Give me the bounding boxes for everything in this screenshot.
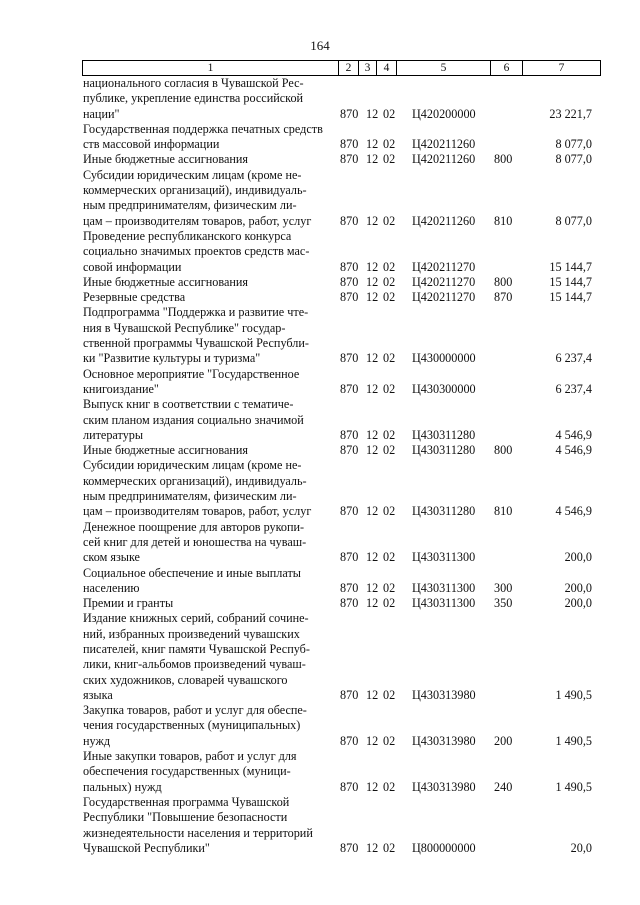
row-name-line: цам – производителям товаров, работ, услуг — [83, 504, 312, 519]
cell-podrazdel: 02 — [383, 381, 396, 396]
table-row — [0, 458, 640, 519]
cell-podrazdel: 02 — [383, 580, 396, 595]
row-name-line: ний, избранных произведений чувашских — [83, 626, 300, 641]
cell-target-article: Ц430311300 — [412, 550, 476, 565]
cell-target-article: Ц420200000 — [412, 106, 476, 121]
row-name-line: коммерческих организаций), индивидуаль- — [83, 473, 307, 488]
cell-expense-type: 300 — [494, 580, 513, 595]
row-name-line: Издание книжных серий, собраний сочине- — [83, 611, 309, 626]
cell-glav: 870 — [340, 596, 359, 611]
row-name-line: нужд — [83, 733, 111, 748]
cell-amount: 4 546,9 — [555, 443, 592, 458]
row-name-line: ки "Развитие культуры и туризма" — [83, 351, 261, 366]
row-name-line: национального согласия в Чувашской Рес- — [83, 76, 304, 90]
table-row — [0, 152, 640, 167]
cell-amount: 4 546,9 — [555, 504, 592, 519]
row-name-line: ным предпринимателям, физическим ли- — [83, 489, 297, 504]
table-header — [82, 60, 601, 76]
row-name-line: жизнедеятельности населения и территорий — [83, 825, 313, 840]
table-row — [0, 596, 640, 611]
row-name-line: Государственная программа Чувашской — [83, 794, 290, 809]
table-row — [0, 367, 640, 398]
cell-glav: 870 — [340, 443, 359, 458]
row-name-line: Иные бюджетные ассигнования — [83, 443, 249, 458]
row-values — [0, 290, 640, 305]
header-col-2: 2 — [338, 61, 358, 75]
row-name-line: Иные бюджетные ассигнования — [83, 152, 249, 167]
cell-glav: 870 — [340, 381, 359, 396]
cell-glav: 870 — [340, 152, 359, 167]
cell-expense-type: 800 — [494, 152, 513, 167]
cell-razdel: 12 — [366, 213, 379, 228]
cell-glav: 870 — [340, 213, 359, 228]
row-name-line: ственной программы Чувашской Республи- — [83, 336, 309, 351]
cell-razdel: 12 — [366, 274, 379, 289]
row-name-line: коммерческих организаций), индивидуаль- — [83, 183, 307, 198]
cell-target-article: Ц430311300 — [412, 596, 476, 611]
cell-target-article: Ц430311280 — [412, 427, 476, 442]
cell-expense-type: 870 — [494, 290, 513, 305]
row-name-line: сей книг для детей и юношества на чуваш- — [83, 534, 307, 549]
cell-razdel: 12 — [366, 840, 379, 855]
row-name-line: ным предпринимателям, физическим ли- — [83, 198, 297, 213]
cell-podrazdel: 02 — [383, 274, 396, 289]
cell-glav: 870 — [340, 733, 359, 748]
row-name-line: языка — [83, 687, 113, 702]
cell-razdel: 12 — [366, 443, 379, 458]
row-name-line: ских художников, словарей чувашского — [83, 672, 288, 687]
cell-target-article: Ц430313980 — [412, 733, 476, 748]
cell-podrazdel: 02 — [383, 779, 396, 794]
cell-podrazdel: 02 — [383, 152, 396, 167]
cell-glav: 870 — [340, 779, 359, 794]
cell-podrazdel: 02 — [383, 106, 396, 121]
row-name-line: ств массовой информации — [83, 137, 220, 152]
row-name-line: обеспечения государственных (муници- — [83, 764, 291, 779]
header-col-4: 4 — [376, 61, 396, 75]
cell-razdel: 12 — [366, 733, 379, 748]
row-values — [0, 550, 640, 565]
cell-amount: 6 237,4 — [555, 381, 592, 396]
header-col-7: 7 — [522, 61, 601, 75]
row-name-line: Чувашской Республики" — [83, 840, 210, 855]
row-name-line: пальных) нужд — [83, 779, 162, 794]
cell-target-article: Ц800000000 — [412, 840, 476, 855]
table-row — [0, 443, 640, 458]
row-values — [0, 504, 640, 519]
table-body — [0, 76, 640, 856]
cell-glav: 870 — [340, 290, 359, 305]
cell-podrazdel: 02 — [383, 213, 396, 228]
cell-target-article: Ц420211260 — [412, 137, 476, 152]
row-name-line: Закупка товаров, работ и услуг для обеспе- — [83, 703, 307, 718]
row-values — [0, 152, 640, 167]
cell-target-article: Ц430313980 — [412, 687, 476, 702]
cell-amount: 200,0 — [564, 550, 592, 565]
row-values — [0, 443, 640, 458]
cell-expense-type: 800 — [494, 274, 513, 289]
cell-razdel: 12 — [366, 381, 379, 396]
row-values — [0, 275, 640, 290]
row-values — [0, 382, 640, 397]
cell-razdel: 12 — [366, 504, 379, 519]
cell-glav: 870 — [340, 351, 359, 366]
row-name-line: цам – производителям товаров, работ, услуг — [83, 213, 312, 228]
cell-amount: 8 077,0 — [555, 213, 592, 228]
cell-expense-type: 350 — [494, 596, 513, 611]
cell-target-article: Ц430311300 — [412, 580, 476, 595]
cell-glav: 870 — [340, 106, 359, 121]
table-row — [0, 520, 640, 566]
table-row — [0, 122, 640, 153]
table-row — [0, 305, 640, 366]
cell-podrazdel: 02 — [383, 687, 396, 702]
row-name-line: литературы — [83, 427, 144, 442]
row-values — [0, 214, 640, 229]
cell-target-article: Ц420211260 — [412, 213, 476, 228]
cell-glav: 870 — [340, 137, 359, 152]
cell-target-article: Ц430300000 — [412, 381, 476, 396]
cell-podrazdel: 02 — [383, 550, 396, 565]
row-values — [0, 107, 640, 122]
cell-razdel: 12 — [366, 351, 379, 366]
cell-glav: 870 — [340, 259, 359, 274]
cell-amount: 6 237,4 — [555, 351, 592, 366]
row-values — [0, 581, 640, 596]
cell-razdel: 12 — [366, 152, 379, 167]
row-name-line: нации" — [83, 106, 120, 121]
table-row — [0, 749, 640, 795]
row-name-line: Выпуск книг в соответствии с тематиче- — [83, 397, 294, 412]
cell-razdel: 12 — [366, 137, 379, 152]
cell-target-article: Ц430000000 — [412, 351, 476, 366]
row-name-line: писателей, книг памяти Чувашской Респуб- — [83, 641, 310, 656]
cell-amount: 15 144,7 — [549, 259, 592, 274]
cell-amount: 200,0 — [564, 580, 592, 595]
cell-amount: 1 490,5 — [555, 733, 592, 748]
cell-amount: 8 077,0 — [555, 152, 592, 167]
cell-razdel: 12 — [366, 596, 379, 611]
row-name-line: Подпрограмма "Поддержка и развитие чте- — [83, 305, 309, 320]
cell-target-article: Ц420211270 — [412, 259, 476, 274]
cell-razdel: 12 — [366, 106, 379, 121]
row-name-line: Проведение республиканского конкурса — [83, 228, 292, 243]
row-values — [0, 596, 640, 611]
table-row — [0, 168, 640, 229]
row-name-line: Субсидии юридическим лицам (кроме не- — [83, 458, 302, 473]
table-row — [0, 290, 640, 305]
cell-glav: 870 — [340, 504, 359, 519]
row-name-line: Социальное обеспечение и иные выплаты — [83, 565, 301, 580]
row-name-line: социально значимых проектов средств мас- — [83, 244, 310, 259]
cell-razdel: 12 — [366, 259, 379, 274]
row-name-line: Республики "Повышение безопасности — [83, 810, 288, 825]
cell-amount: 15 144,7 — [549, 274, 592, 289]
cell-podrazdel: 02 — [383, 427, 396, 442]
row-name-line: Субсидии юридическим лицам (кроме не- — [83, 167, 302, 182]
table-row — [0, 611, 640, 703]
cell-razdel: 12 — [366, 550, 379, 565]
cell-podrazdel: 02 — [383, 840, 396, 855]
table-row — [0, 703, 640, 749]
cell-razdel: 12 — [366, 687, 379, 702]
cell-target-article: Ц430311280 — [412, 443, 476, 458]
cell-glav: 870 — [340, 687, 359, 702]
row-name-line: ским планом издания социально значимой — [83, 412, 304, 427]
cell-podrazdel: 02 — [383, 733, 396, 748]
cell-podrazdel: 02 — [383, 137, 396, 152]
cell-target-article: Ц420211270 — [412, 274, 476, 289]
row-name-line: совой информации — [83, 259, 182, 274]
cell-target-article: Ц430311280 — [412, 504, 476, 519]
header-col-5: 5 — [396, 61, 490, 75]
header-col-6: 6 — [490, 61, 522, 75]
cell-amount: 4 546,9 — [555, 427, 592, 442]
cell-razdel: 12 — [366, 290, 379, 305]
cell-podrazdel: 02 — [383, 596, 396, 611]
row-name-line: книгоиздание" — [83, 381, 159, 396]
row-name-line: Премии и гранты — [83, 596, 174, 611]
table-row — [0, 229, 640, 275]
table-row — [0, 566, 640, 597]
cell-target-article: Ц420211260 — [412, 152, 476, 167]
row-name-line: ния в Чувашской Республике" государ- — [83, 320, 286, 335]
cell-expense-type: 810 — [494, 213, 513, 228]
row-name-line: Иные бюджетные ассигнования — [83, 274, 249, 289]
row-values — [0, 841, 640, 856]
cell-expense-type: 200 — [494, 733, 513, 748]
row-values — [0, 260, 640, 275]
cell-target-article: Ц420211270 — [412, 290, 476, 305]
cell-amount: 8 077,0 — [555, 137, 592, 152]
page-number: 164 — [310, 38, 330, 53]
row-values — [0, 688, 640, 703]
row-name-line: Денежное поощрение для авторов рукопи- — [83, 519, 305, 534]
cell-glav: 870 — [340, 427, 359, 442]
table-row — [0, 795, 640, 856]
cell-amount: 200,0 — [564, 596, 592, 611]
cell-podrazdel: 02 — [383, 259, 396, 274]
cell-glav: 870 — [340, 840, 359, 855]
table-row — [0, 275, 640, 290]
cell-expense-type: 800 — [494, 443, 513, 458]
table-row — [0, 397, 640, 443]
header-col-1: 1 — [82, 61, 338, 75]
cell-amount: 23 221,7 — [549, 106, 592, 121]
row-name-line: лики, книг-альбомов произведений чуваш- — [83, 657, 306, 672]
cell-glav: 870 — [340, 550, 359, 565]
row-values — [0, 351, 640, 366]
cell-expense-type: 810 — [494, 504, 513, 519]
cell-expense-type: 240 — [494, 779, 513, 794]
cell-target-article: Ц430313980 — [412, 779, 476, 794]
row-name-line: чения государственных (муниципальных) — [83, 718, 301, 733]
cell-razdel: 12 — [366, 580, 379, 595]
row-name-line: ском языке — [83, 550, 140, 565]
row-name-line: населению — [83, 580, 140, 595]
cell-razdel: 12 — [366, 427, 379, 442]
cell-razdel: 12 — [366, 779, 379, 794]
row-name-line: Иные закупки товаров, работ и услуг для — [83, 749, 297, 764]
cell-glav: 870 — [340, 274, 359, 289]
row-name-line: Основное мероприятие "Государственное — [83, 366, 300, 381]
row-name-line: Резервные средства — [83, 290, 186, 305]
row-values — [0, 734, 640, 749]
cell-amount: 15 144,7 — [549, 290, 592, 305]
cell-podrazdel: 02 — [383, 504, 396, 519]
row-values — [0, 428, 640, 443]
table-row — [0, 76, 640, 122]
cell-amount: 1 490,5 — [555, 687, 592, 702]
cell-podrazdel: 02 — [383, 351, 396, 366]
cell-podrazdel: 02 — [383, 443, 396, 458]
cell-podrazdel: 02 — [383, 290, 396, 305]
row-values — [0, 137, 640, 152]
cell-glav: 870 — [340, 580, 359, 595]
header-col-3: 3 — [358, 61, 376, 75]
row-values — [0, 780, 640, 795]
row-name-line: Государственная поддержка печатных средств — [83, 121, 323, 136]
row-name-line: публике, укрепление единства российской — [83, 91, 304, 106]
cell-amount: 20,0 — [570, 840, 592, 855]
cell-amount: 1 490,5 — [555, 779, 592, 794]
